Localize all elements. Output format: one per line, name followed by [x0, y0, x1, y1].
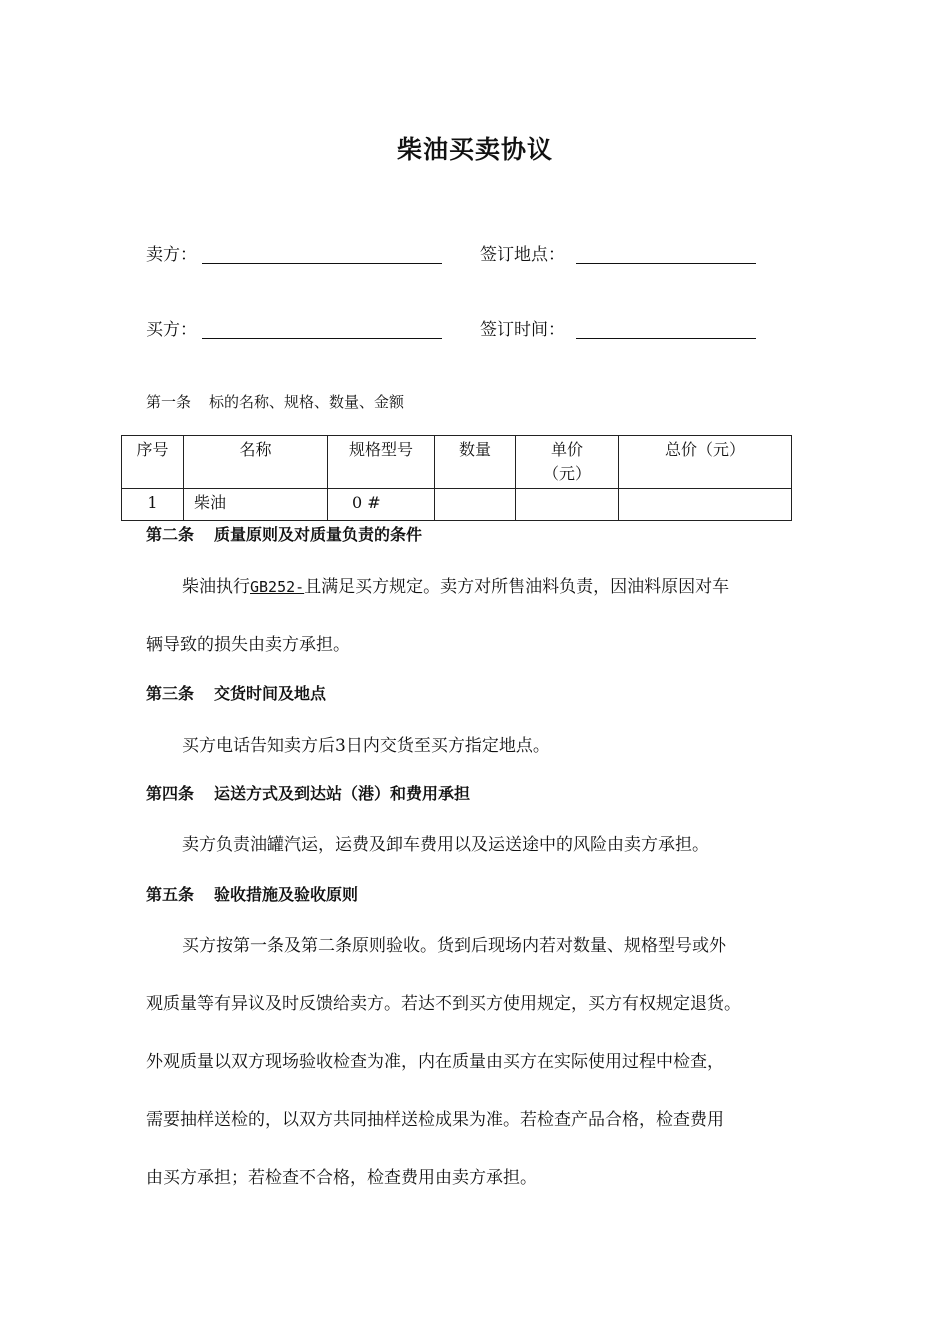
article-3-heading: [146, 681, 326, 704]
signing-place-blank-line: [576, 263, 756, 264]
signing-time-blank-line: [576, 338, 756, 339]
signing-time-label: 签订时间：: [480, 320, 565, 340]
article-5-line-3: 外观质量以双方现场验收检查为准，内在质量由买方在实际使用过程中检查，: [146, 1052, 724, 1072]
article-5-heading: [146, 882, 358, 905]
article-2-text-a: 柴油执行: [182, 577, 250, 597]
article-2-number: 第二条: [146, 525, 195, 544]
header-cell-spec: 规格型号: [328, 436, 435, 489]
header-cell-total-price: 总价（元）: [619, 436, 792, 489]
article-2-line-2: 辆导致的损失由卖方承担。: [146, 635, 350, 655]
article-3-number: 第三条: [146, 684, 195, 703]
seller-row: [146, 240, 766, 270]
article-4-number: 第四条: [146, 784, 195, 803]
header-cell-quantity: 数量: [435, 436, 516, 489]
seller-blank-line: [202, 263, 442, 264]
article-2-line-1: [146, 572, 862, 597]
buyer-label: 买方：: [146, 320, 197, 340]
header-cell-unit-price: 单价（元）: [516, 436, 619, 489]
cell-quantity: [435, 489, 516, 521]
article-5-line-4: 需要抽样送检的，以双方共同抽样送检成果为准。若检查产品合格，检查费用: [146, 1110, 724, 1130]
standard-code-link: GB252-: [250, 578, 305, 596]
document-title: 柴油买卖协议: [396, 135, 553, 164]
article-5-title: 验收措施及验收原则: [214, 885, 359, 904]
goods-table: [121, 435, 792, 521]
article-5-line-2: 观质量等有异议及时反馈给卖方。若达不到买方使用规定，买方有权规定退货。: [146, 994, 741, 1014]
table-row: [122, 489, 792, 521]
article-5-line-1: 买方按第一条及第二条原则验收。货到后现场内若对数量、规格型号或外: [182, 936, 726, 956]
cell-total-price: [619, 489, 792, 521]
article-5-line-5: 由买方承担；若检查不合格，检查费用由卖方承担。: [146, 1168, 537, 1188]
article-4-text: 卖方负责油罐汽运，运费及卸车费用以及运送途中的风险由卖方承担。: [182, 835, 709, 855]
article-3-title: 交货时间及地点: [214, 684, 327, 703]
article-2-heading: [146, 522, 422, 545]
article-1-heading: [146, 391, 404, 412]
cell-spec: 0 #: [328, 489, 435, 521]
article-3-text: 买方电话告知卖方后3日内交货至买方指定地点。: [182, 736, 550, 756]
buyer-row: [146, 315, 766, 345]
article-2-text-b: 且满足买方规定。卖方对所售油料负责，因油料原因对车: [304, 577, 730, 597]
cell-unit-price: [516, 489, 619, 521]
header-cell-index: 序号: [122, 436, 184, 489]
cell-name: 柴油: [184, 489, 328, 521]
article-2-title: 质量原则及对质量负责的条件: [214, 525, 423, 544]
cell-index: 1: [122, 489, 184, 521]
article-4-title: 运送方式及到达站（港）和费用承担: [214, 784, 471, 803]
seller-label: 卖方：: [146, 245, 197, 265]
buyer-blank-line: [202, 338, 442, 339]
article-1-title: 标的名称、规格、数量、金额: [209, 393, 405, 411]
table-header-row: [122, 436, 792, 489]
article-4-heading: [146, 781, 470, 804]
signing-place-label: 签订地点：: [480, 245, 565, 265]
header-cell-name: 名称: [184, 436, 328, 489]
article-5-number: 第五条: [146, 885, 195, 904]
article-1-number: 第一条: [146, 393, 192, 411]
